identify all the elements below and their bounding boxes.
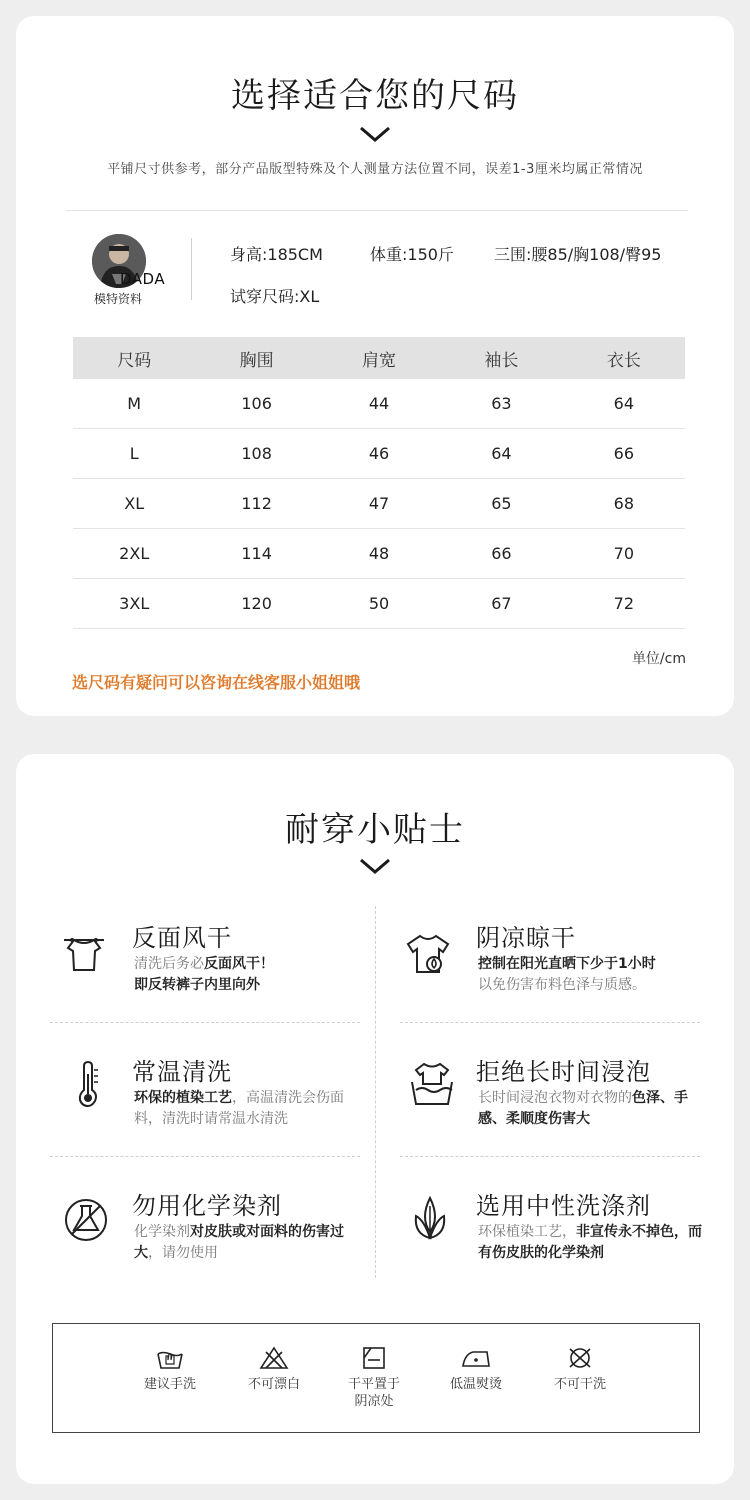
table-header bbox=[73, 337, 685, 379]
table-cell: 2XL bbox=[119, 544, 150, 563]
table-cell: 108 bbox=[241, 444, 272, 463]
table-cell: 48 bbox=[368, 544, 390, 563]
chevron-down-icon bbox=[357, 124, 393, 144]
table-row bbox=[73, 529, 685, 579]
care-label: 不可漂白 bbox=[247, 1377, 300, 1392]
leaf-icon bbox=[406, 1194, 454, 1242]
size-section-title: 选择适合您的尺码 bbox=[231, 76, 519, 116]
tip-desc: 清洗后务必反面风干！ 即反转裤子内里向外 bbox=[134, 956, 274, 993]
table-row bbox=[73, 429, 685, 479]
size-note: 平铺尺寸供参考，部分产品版型特殊及个人测量方法位置不同，误差1-3厘米均属正常情况 bbox=[107, 162, 643, 177]
table-cell: 66 bbox=[491, 544, 512, 563]
care-no-dry-clean bbox=[535, 1346, 625, 1393]
no-dry-clean-icon bbox=[565, 1346, 595, 1370]
table-cell: M bbox=[127, 394, 142, 413]
table-row bbox=[73, 379, 685, 429]
size-chart-card bbox=[16, 16, 734, 716]
table-row bbox=[73, 579, 685, 629]
care-low-iron bbox=[431, 1346, 521, 1393]
table-cell: 70 bbox=[613, 544, 634, 563]
soaking-icon bbox=[408, 1060, 456, 1108]
care-symbols-box bbox=[52, 1323, 700, 1433]
consult-note: 选尺码有疑问可以咨询在线客服小姐姐哦 bbox=[72, 673, 361, 692]
hanger-shirt-icon bbox=[60, 930, 108, 978]
table-cell: 112 bbox=[241, 494, 272, 513]
unit-label: 单位/cm bbox=[631, 651, 686, 667]
chevron-down-icon bbox=[357, 856, 393, 876]
divider bbox=[50, 1022, 360, 1023]
table-cell: 65 bbox=[491, 494, 512, 513]
tip-title: 拒绝长时间浸泡 bbox=[476, 1058, 651, 1086]
care-label: 建议手洗 bbox=[143, 1377, 196, 1392]
tips-section-title: 耐穿小贴士 bbox=[285, 810, 465, 850]
table-cell: 66 bbox=[613, 444, 634, 463]
model-height: 身高:185CM bbox=[230, 245, 323, 264]
header-cell: 衣长 bbox=[606, 350, 641, 371]
tip-desc: 化学染剂对皮肤或对面料的伤害过大，请勿使用 bbox=[134, 1224, 344, 1261]
model-name-overlay: DADA bbox=[120, 270, 166, 288]
table-cell: 3XL bbox=[119, 594, 150, 613]
tip-title: 勿用化学染剂 bbox=[132, 1192, 282, 1220]
care-label: 低温熨烫 bbox=[449, 1377, 502, 1392]
header-cell: 胸围 bbox=[239, 350, 274, 371]
tip-title: 常温清洗 bbox=[132, 1058, 232, 1086]
table-cell: L bbox=[129, 444, 139, 463]
header-cell: 尺码 bbox=[117, 350, 152, 371]
table-cell: 46 bbox=[368, 444, 390, 463]
table-cell: 106 bbox=[241, 394, 272, 413]
low-iron-icon bbox=[459, 1346, 493, 1370]
header-cell: 袖长 bbox=[484, 350, 519, 371]
table-cell: 47 bbox=[368, 494, 390, 513]
vertical-divider bbox=[191, 238, 192, 300]
tip-desc: 控制在阳光直晒下少于1小时 以免伤害布料色泽与质感。 bbox=[478, 956, 656, 993]
table-cell: 63 bbox=[491, 394, 512, 413]
care-no-bleach bbox=[229, 1346, 319, 1393]
table-cell: 67 bbox=[491, 594, 512, 613]
shirt-shade-icon bbox=[404, 930, 452, 978]
care-hand-wash bbox=[125, 1346, 215, 1393]
table-cell: 50 bbox=[368, 594, 390, 613]
no-bleach-icon bbox=[259, 1346, 289, 1370]
table-cell: XL bbox=[124, 494, 145, 513]
divider bbox=[400, 1022, 700, 1023]
model-trial-size: 试穿尺码:XL bbox=[230, 287, 320, 306]
table-cell: 44 bbox=[368, 394, 390, 413]
table-cell: 120 bbox=[241, 594, 272, 613]
thermometer-icon bbox=[64, 1060, 112, 1108]
divider bbox=[375, 906, 376, 1278]
header-cell: 肩宽 bbox=[362, 350, 397, 371]
table-cell: 68 bbox=[613, 494, 634, 513]
tip-title: 反面风干 bbox=[132, 924, 232, 952]
tip-title: 阴凉晾干 bbox=[476, 924, 576, 952]
table-row bbox=[73, 479, 685, 529]
tip-desc: 长时间浸泡衣物对衣物的色泽、手感、柔顺度伤害大 bbox=[478, 1090, 688, 1127]
model-info-label: 模特资料 bbox=[94, 292, 143, 306]
table-cell: 64 bbox=[613, 394, 634, 413]
tip-title: 选用中性洗涤剂 bbox=[476, 1192, 651, 1220]
model-measurements: 三围:腰85/胸108/臀95 bbox=[494, 245, 662, 264]
tip-desc: 环保的植染工艺，高温清洗会伤面料，清洗时请常温水清洗 bbox=[134, 1090, 344, 1127]
care-label: 不可干洗 bbox=[553, 1377, 606, 1392]
tip-desc: 环保植染工艺，非宣传永不掉色，而有伤皮肤的化学染剂 bbox=[478, 1224, 702, 1261]
size-table bbox=[73, 337, 685, 629]
model-weight: 体重:150斤 bbox=[370, 245, 454, 264]
table-cell: 114 bbox=[241, 544, 272, 563]
no-chemical-icon bbox=[62, 1196, 110, 1244]
divider bbox=[66, 210, 688, 211]
table-cell: 72 bbox=[613, 594, 634, 613]
care-label: 干平置于 阴凉处 bbox=[347, 1377, 400, 1409]
table-cell: 64 bbox=[491, 444, 512, 463]
divider bbox=[400, 1156, 700, 1157]
care-tips-card bbox=[16, 754, 734, 1484]
hand-wash-icon bbox=[155, 1346, 185, 1370]
divider bbox=[50, 1156, 360, 1157]
flat-dry-shade-icon bbox=[359, 1346, 389, 1370]
care-flat-dry bbox=[329, 1346, 419, 1410]
